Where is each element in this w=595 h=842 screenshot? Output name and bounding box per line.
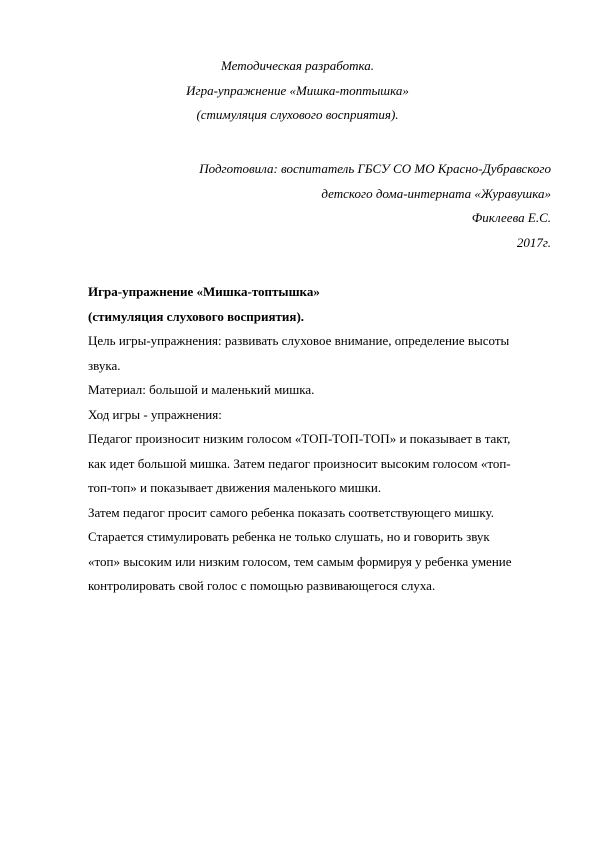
document-body <box>88 280 558 599</box>
body-line-9: Старается стимулировать ребенка не только слушать, но и говорить звук <box>88 529 490 544</box>
header-line-2: Игра-упражнение «Мишка-топтышка» <box>186 82 409 98</box>
body-line-2: звука. <box>88 357 121 373</box>
author-year: 2017г. <box>516 234 551 250</box>
body-line-8: Затем педагог просит самого ребенка показать соответствующего мишку. <box>88 504 495 520</box>
body-line-11: контролировать свой голос с помощью развивающегося слуха. <box>88 578 436 593</box>
body-line-3: Материал: большой и маленький мишка. <box>88 382 315 397</box>
body-line-7: топ-топ» и показывает движения маленького мишки. <box>88 480 382 495</box>
body-line-10: «топ» высоким или низким голосом, тем самым формируя у ребенка умение <box>88 553 512 569</box>
author-name: Фиклеева Е.С. <box>471 210 551 225</box>
body-title: Игра-упражнение «Мишка-топтышка» <box>88 284 320 299</box>
author-block <box>199 157 551 255</box>
body-line-6: как идет большой мишка. Затем педагог произносит высоким голосом «топ- <box>88 455 511 471</box>
body-line-4: Ход игры - упражнения: <box>88 406 222 422</box>
body-line-5: Педагог произносит низким голосом «ТОП-ТОП-ТОП» и показывает в такт, <box>88 431 511 446</box>
author-line-1: Подготовила: воспитатель ГБСУ СО МО Красно-Дубравского <box>199 161 551 176</box>
header-line-3: (стимуляция слухового восприятия). <box>196 107 399 122</box>
author-line-2: детского дома-интерната «Журавушка» <box>321 185 551 201</box>
header-line-1: Методическая разработка. <box>221 58 374 73</box>
body-subtitle: (стимуляция слухового восприятия). <box>88 308 305 324</box>
document-header <box>0 54 595 128</box>
body-line-1: Цель игры-упражнения: развивать слуховое внимание, определение высоты <box>88 333 510 348</box>
